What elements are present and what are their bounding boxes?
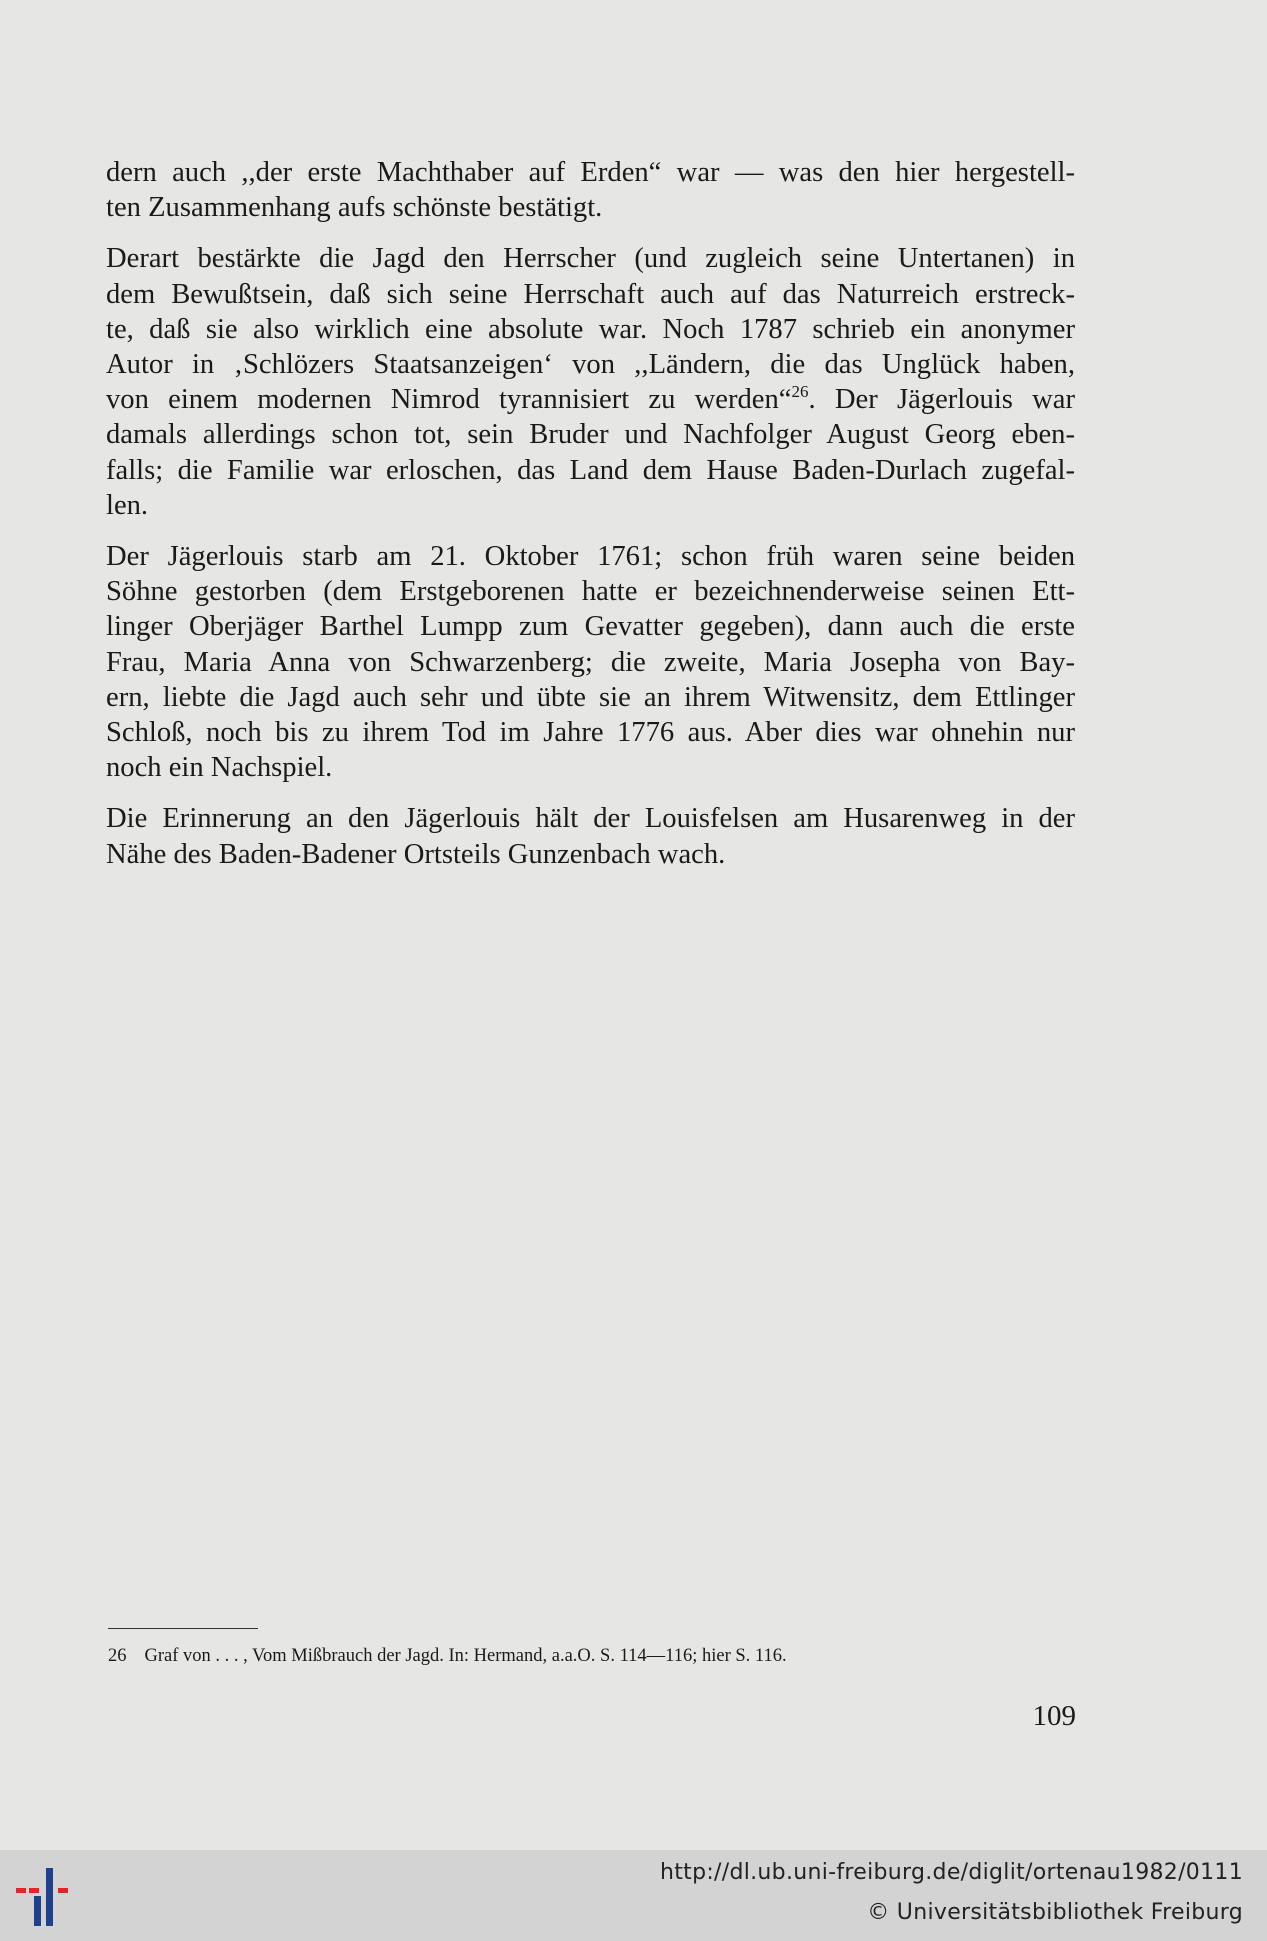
text-line: te, daß sie also wirklich eine absolute war. Noch 1787 schrieb ein anonymer — [106, 313, 1075, 345]
text-line: len. — [106, 489, 149, 521]
text-segment: . Der Jägerlouis war — [808, 384, 1075, 416]
footer-copyright: © Universitätsbibliothek Freiburg — [867, 1900, 1243, 1925]
paragraph-1 — [106, 155, 1075, 225]
text-line: ern, liebte die Jagd auch sehr und übte sie an ihrem Witwensitz, dem Ettlinger — [106, 681, 1075, 713]
text-line: Söhne gestorben (dem Erstgeborenen hatte er bezeichnenderweise seinen Ett- — [106, 576, 1075, 608]
page-number: 109 — [1032, 1700, 1076, 1732]
footnote-text: Graf von . . . , Vom Mißbrauch der Jagd. In: Hermand, a.a.O. S. 114—116; hier S. 116. — [144, 1646, 787, 1666]
footer-bar — [0, 1850, 1267, 1941]
text-line: Autor in ‚Schlözers Staatsanzeigen‘ von ,,Ländern, die das Unglück haben, — [106, 349, 1075, 381]
ub-freiburg-logo-icon — [14, 1862, 84, 1932]
paragraph-2 — [106, 241, 1075, 523]
text-line: linger Oberjäger Barthel Lumpp zum Gevatter gegeben), dann auch die erste — [106, 611, 1075, 643]
text-line: dern auch ,,der erste Machthaber auf Erden“ war — was den hier hergestell- — [106, 157, 1075, 188]
text-line: Schloß, noch bis zu ihrem Tod im Jahre 1776 aus. Aber dies war ohnehin nur — [106, 717, 1075, 749]
text-line: dem Bewußtsein, daß sich seine Herrschaft auch auf das Naturreich erstreck- — [106, 278, 1075, 310]
text-line: noch ein Nachspiel. — [106, 752, 333, 784]
body-text — [106, 155, 1075, 888]
footnote-number: 26 — [108, 1646, 127, 1666]
text-line: ten Zusammenhang aufs schönste bestätigt. — [106, 192, 603, 224]
text-line: Der Jägerlouis starb am 21. Oktober 1761; schon früh waren seine beiden — [106, 541, 1075, 573]
paragraph-3 — [106, 539, 1075, 785]
text-line: Nähe des Baden-Badener Ortsteils Gunzenbach wach. — [106, 838, 726, 870]
footnote-divider — [108, 1628, 258, 1629]
footnote — [108, 1644, 1068, 1668]
text-line: damals allerdings schon tot, sein Bruder und Nachfolger August Georg eben- — [106, 419, 1075, 451]
paragraph-4 — [106, 801, 1075, 871]
text-line: Frau, Maria Anna von Schwarzenberg; die zweite, Maria Josepha von Bay- — [106, 646, 1075, 678]
text-line: Die Erinnerung an den Jägerlouis hält der Louisfelsen am Husarenweg in der — [106, 803, 1075, 835]
text-line-with-footnote-ref — [106, 382, 1075, 417]
text-line: Derart bestärkte die Jagd den Herrscher (und zugleich seine Untertanen) in — [106, 243, 1075, 275]
footer-url-link[interactable]: http://dl.ub.uni-freiburg.de/diglit/ortenau1982/0111 — [659, 1860, 1243, 1885]
text-segment: von einem modernen Nimrod tyrannisiert zu werden“ — [106, 384, 792, 416]
text-line: falls; die Familie war erloschen, das Land dem Hause Baden-Durlach zugefal- — [106, 454, 1075, 486]
footnote-reference: 26 — [791, 382, 809, 402]
